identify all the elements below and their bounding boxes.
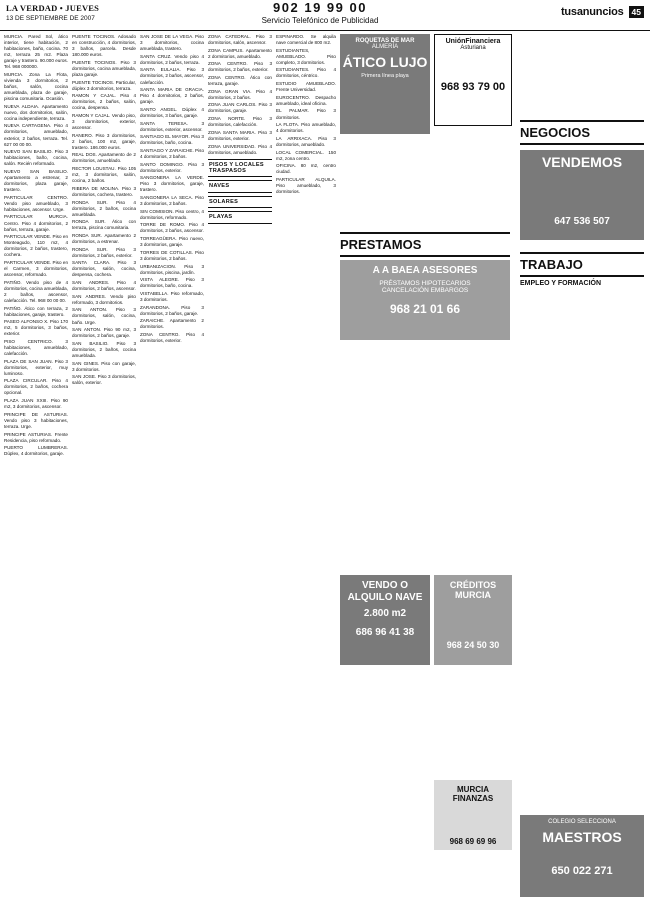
ad-entry: SANTA CRUZ. Vendo piso 4 dormitorios, 2 baños, terraza. [140,53,204,65]
ad-entry: ZARANDONA. Piso 3 dormitorios, 2 baños, garaje. [140,304,204,316]
ad-entry: PUERTO LUMBRERAS. Dúplex, 4 dormitorios, garaje. [4,445,68,457]
ad-entry: SAN ANDRES. Vendo piso reformado, 3 dormitorios. [72,293,136,305]
ad-entry: SAN ANDRES. Piso 4 dormitorios, 2 baños, ascensor. [72,280,136,292]
ad-title: VENDO O ALQUILO NAVE [347,580,423,603]
column-3 [140,34,204,894]
ad-entry: RANERO. Piso 3 dormitorios, 2 baños, 100 m2, garaje, trastero. 186.000 euros. [72,132,136,150]
ad-phone: 968 21 01 66 [389,302,461,316]
ad-maestros[interactable] [520,815,644,897]
page-header [0,0,650,31]
column-2 [72,34,136,894]
ad-entry: ZONA JUAN CARLOS. Piso 3 dormitorios, garaje. [208,102,272,114]
ad-line: Primera línea playa [361,73,409,79]
header-left [6,3,156,22]
ad-entry: PASEO ALFONSO X. Piso 170 m2, 5 dormitorios, 3 baños, exterior. [4,319,68,337]
ad-entry: ESTUDIANTES. Piso 4 dormitorios, céntrico. [276,67,336,79]
ad-entry: RONDA SUR. Ático con terraza, piscina comunitaria. [72,219,136,231]
ad-phone: 650 022 271 [551,865,613,877]
ad-title: MURCIA FINANZAS [452,785,494,803]
newspaper-name: LA VERDAD • JUEVES [6,3,100,13]
header-center [200,1,440,26]
ad-entry: NUEVO SAN BASILIO. Piso 3 habitaciones, baño, cocina, salón. Recién reformado. [4,149,68,167]
ad-entry: SAN GINES. Piso con garaje, 3 dormitorios. [72,360,136,372]
ad-entry: SANTO DOMINGO. Piso 3 dormitorios, exterior. [140,161,204,173]
ad-aaasesores[interactable] [340,260,510,340]
service-label: Servicio Telefónico de Publicidad [261,16,379,25]
ad-entry: SAN JOSE DE LA VEGA. Piso 3 dormitorios, cocina amueblada, trastero. [140,34,204,52]
ad-entry: RAMON Y CAJAL. Vendo piso, 3 dormitorios, exterior, ascensor. [72,112,136,131]
ad-phone: 686 96 41 38 [355,627,415,638]
ad-entry: SANGONERA LA VERDE. Piso 3 dormitorios, garaje, trastero. [140,175,204,193]
ad-entry: ZONA CENTRO. Ático con terraza, garaje. [208,75,272,87]
header-right [561,4,644,20]
ad-entry: SANTIAGO Y ZARAICHE. Piso 4 dormitorios, 2 baños. [140,147,204,159]
ad-entry: PUENTE TOCINOS. Particular, dúplex 3 dormitorios, terraza. [72,79,136,91]
ad-vendo-alquilo-nave[interactable] [340,575,430,665]
ad-entry: PARTICULAR ALQUILA. Piso amueblado, 3 dormitorios. [276,176,336,195]
ad-line: 2.800 m2 [363,608,407,619]
ad-entry: ZONA CENTRO. Piso 4 dormitorios, exterior. [140,331,204,343]
ad-line: ROQUETAS DE MAR [355,38,415,44]
ad-entry: SAN ANTON. Piso 3 dormitorios, salón, cocina, baño. Urge. [72,307,136,325]
ad-title: A A BAEA ASESORES [372,265,478,276]
ad-entry: SANTIAGO EL MAYOR. Piso 3 dormitorios, baño, cocina. [140,134,204,146]
ad-title: UniónFinanciera [445,38,501,45]
ad-line: CANCELACIÓN EMBARGOS [381,287,469,294]
ad-entry: RECTOR LOUSTAU. Piso 105 m2, 3 dormitorios, salón, cocina, 2 baños. [72,166,136,184]
ad-entry: ESPINARDO. Se alquila nave comercial de 800 m2. [276,34,336,46]
ad-entry: LOCAL COMERCIAL. 150 m2, zona centro. [276,149,336,161]
ad-entry: ZONA CATEDRAL. Piso 3 dormitorios, salón, ascensor. [208,34,272,46]
ad-title: ÁTICO LUJO [342,54,428,70]
ad-entry: NUEVO SAN BASILIO. Apartamento a estrenar, 2 dormitorios, plaza garaje, trastero. [4,168,68,193]
ad-entry: SANTA EULALIA. Piso 3 dormitorios, 2 baños, ascensor, calefacción. [140,67,204,85]
ad-entry: PISO CENTRICO. 3 habitaciones, amueblado, calefacción. [4,338,68,357]
ad-phone: 968 69 69 96 [449,837,497,846]
column-5 [276,34,336,894]
ad-line: COLEGIO SELECCIONA [548,819,616,825]
section-banner-empleo: EMPLEO Y FORMACIÓN [520,280,602,287]
ad-entry: LA FLOTA. Piso amueblado, 4 dormitorios. [276,122,336,134]
ad-creditos-murcia[interactable] [434,575,512,665]
ad-title: VENDEMOS [541,154,623,170]
ad-entry: ZARAICHE. Apartamento 2 dormitorios. [140,318,204,330]
ad-entry: ZONA UNIVERSIDAD. Piso 4 dormitorios, amueblado. [208,143,272,155]
ad-entry: RAMON Y CAJAL. Piso 4 dormitorios, 2 baños, salón, cocina, despensa. [72,93,136,111]
ad-entry: PRINCIPE DE ASTURIAS. Vendo piso 3 habitaciones, terraza. Urge. [4,411,68,429]
ad-entry: MURCIA. Zona La Flota, vivienda 3 dormitorios, 2 baños, salón, cocina amueblada, plaza de garaje, piscina comunitaria. Ocasión. [4,71,68,102]
ad-entry: PARTICULAR VENDE. Piso en Monteagudo, 110 m2, 4 dormitorios, 2 baños, trastero, cochera. [4,234,68,258]
ad-entry: PLAZA JUAN XXIII. Piso 90 m2, 3 dormitorios, ascensor. [4,398,68,410]
ad-entry: TORRES DE COTILLAS. Piso 3 dormitorios, 2 baños. [140,249,204,261]
ad-entry: MURCIA. Pared Sol, ático interior, tiene habitación, 2 habitaciones, baño, cocina. 70 m2, terraza 25 m2. Plaza garaje y trastero. 90.000 euros. Tel. 968 000000. [4,34,68,70]
ad-entry: EUROCENTRO. Despacho amueblado, ideal oficina. [276,94,336,106]
ad-entry: REAL DOS. Apartamento de 2 dormitorios, amueblado. [72,152,136,164]
ad-entry: VISTA ALEGRE. Piso 3 dormitorios, baño, cocina. [140,277,204,289]
ad-entry: LA ARRIXACA. Piso 3 dormitorios, amueblado. [276,135,336,147]
ad-murcia-finanzas[interactable] [434,780,512,850]
ad-entry: SAN JOSE. Piso 3 dormitorios, salón, exterior. [72,374,136,386]
ad-entry: SANTA CLARA. Piso 3 dormitorios, salón, cocina, despensa, cochera. [72,260,136,278]
section-heading-playas: PLAYAS [208,211,272,223]
ad-entry: PATIÑO. Vendo piso de 4 dormitorios, cocina amueblada, 2 baños, ascensor, calefacción. Tel. 968 00 00 00. [4,279,68,303]
ad-vendemos[interactable] [520,150,644,240]
ad-entry: NUEVA ALDAIA. Apartamento nuevo, dos dormitorios, salón, cocina independiente, terraza. [4,103,68,121]
ad-entry: PATIÑO. Ático con terraza, 2 habitaciones, garaje, trastero. [4,305,68,317]
ad-entry: ZONA NORTE. Piso 3 dormitorios, calefacción. [208,116,272,128]
ad-entry: OFICINA. 80 m2, centro ciudad. [276,163,336,175]
ad-entry: PUENTE TOCINOS. Piso 3 dormitorios, cocina amueblada, plaza garaje. [72,59,136,77]
ad-entry: PLAZA DE SAN JUAN. Piso 3 dormitorios, exterior, muy luminoso. [4,358,68,376]
ad-entry: ESTUDIANTES, AMUEBLADO. Piso completo, 3 dormitorios. [276,47,336,65]
section-banner-trabajo: TRABAJO [520,252,644,277]
ad-phone: 647 536 507 [554,216,610,227]
column-4 [208,34,272,894]
ad-entry: SANTA TERESA. 3 dormitorios, exterior, ascensor. [140,120,204,132]
ad-entry: SANTO ANGEL. Dúplex 4 dormitorios, 3 baños, garaje. [140,106,204,118]
ad-entry: PUENTE TOCINOS. Adosado en construcción, 4 dormitorios, 3 baños, parcela. Desde 180.000 euros. [72,34,136,58]
ad-entry: ESTUDIO AMUEBLADO. Frente Universidad. [276,81,336,93]
section-heading-pisos: PISOS Y LOCALES TRASPASOS [208,159,272,178]
ad-entry: NUEVA CARTAGENA. Piso 4 dormitorios, amueblado, exterior, 2 baños, terraza. Tel. 627 00 00 00. [4,123,68,147]
section-brand: tusanuncios [560,6,624,18]
ad-entry: RONDA SUR. Piso 3 dormitorios, 2 baños, exterior. [72,246,136,258]
section-banner-prestamos: PRESTAMOS [340,232,510,257]
section-heading-solares: SOLARES [208,196,272,208]
column-1 [4,34,68,894]
service-phone: 902 19 99 00 [273,0,367,15]
section-heading-naves: NAVES [208,180,272,192]
ad-entry: ZONA SANTA MARIA. Piso 3 dormitorios, exterior. [208,129,272,141]
ad-entry: PARTICULAR MURCIA. Centro. Piso 4 dormitorios, 2 baños, terraza, garaje. [4,214,68,232]
ad-entry: RIBERA DE MOLINA. Piso 3 dormitorios, cochera, trastero. [72,185,136,197]
ad-entry: VISTABELLA. Piso reformado, 3 dormitorios. [140,290,204,302]
ad-phone: 968 24 50 30 [446,640,500,650]
ad-line: PRÉSTAMOS HIPOTECARIOS [379,280,471,287]
ad-phone: 968 93 79 00 [440,81,506,93]
ad-line: Asturiana [460,45,486,51]
ad-atico-lujo[interactable] [340,34,430,134]
ad-entry: SIN COMISION. Piso centro, 4 dormitorios, reformado. [140,208,204,220]
ad-title: MAESTROS [542,829,622,845]
ad-entry: TORRE DE ROMO. Piso 4 dormitorios, 2 baños, ascensor. [140,222,204,234]
ad-entry: RONDA SUR. Apartamento 2 dormitorios, a estrenar. [72,232,136,244]
section-banner-negocios: NEGOCIOS [520,120,644,145]
ad-entry: SANGONERA LA SECA. Piso 3 dormitorios, 2 baños. [140,195,204,207]
ad-entry: SANTA MARIA DE GRACIA. Piso 4 dormitorios, 2 baños, garaje. [140,87,204,105]
ad-entry: PRINCIPE ASTURIAS. Frente Residencia, piso reformado. [4,431,68,443]
ad-entry: ZONA GRAN VIA. Piso 4 dormitorios, 2 baños. [208,88,272,100]
page-number: 45 [629,6,644,18]
ad-entry: PLAZA CIRCULAR. Piso 4 dormitorios, 2 baños, cochera opcional. [4,378,68,396]
ad-entry: ZONA CENTRO. Piso 3 dormitorios, 2 baños, exterior. [208,61,272,73]
ad-entry: PARTICULAR CENTRO. Vendo piso amueblado, 3 habitaciones, ascensor. Urge. [4,194,68,212]
ad-entry: PARTICULAR VENDE. Piso en el Carmen, 3 dormitorios, ascensor, reformado. [4,259,68,278]
ad-entry: EL PALMAR. Piso 3 dormitorios. [276,108,336,120]
issue-date: 13 DE SEPTIEMBRE DE 2007 [6,15,95,22]
ad-title: CRÉDITOS MURCIA [449,580,497,600]
ad-entry: RONDA SUR. Piso 4 dormitorios, 2 baños, cocina amueblada. [72,199,136,217]
ad-entry: ZONA CAMPUS. Apartamento 2 dormitorios, amueblado. [208,47,272,59]
ad-entry: SAN ANTON. Piso 90 m2, 3 dormitorios, 2 baños, garaje. [72,327,136,339]
ad-union-financiera[interactable] [434,34,512,126]
ad-entry: TORREAGÜERA. Piso nuevo, 3 dormitorios, garaje. [140,236,204,248]
ad-entry: SAN BASILIO. Piso 3 dormitorios, 2 baños, cocina amueblada. [72,340,136,358]
ad-entry: URBANIZACION. Piso 3 dormitorios, piscina, jardín. [140,263,204,275]
ad-line: ALMERÍA [371,44,399,50]
